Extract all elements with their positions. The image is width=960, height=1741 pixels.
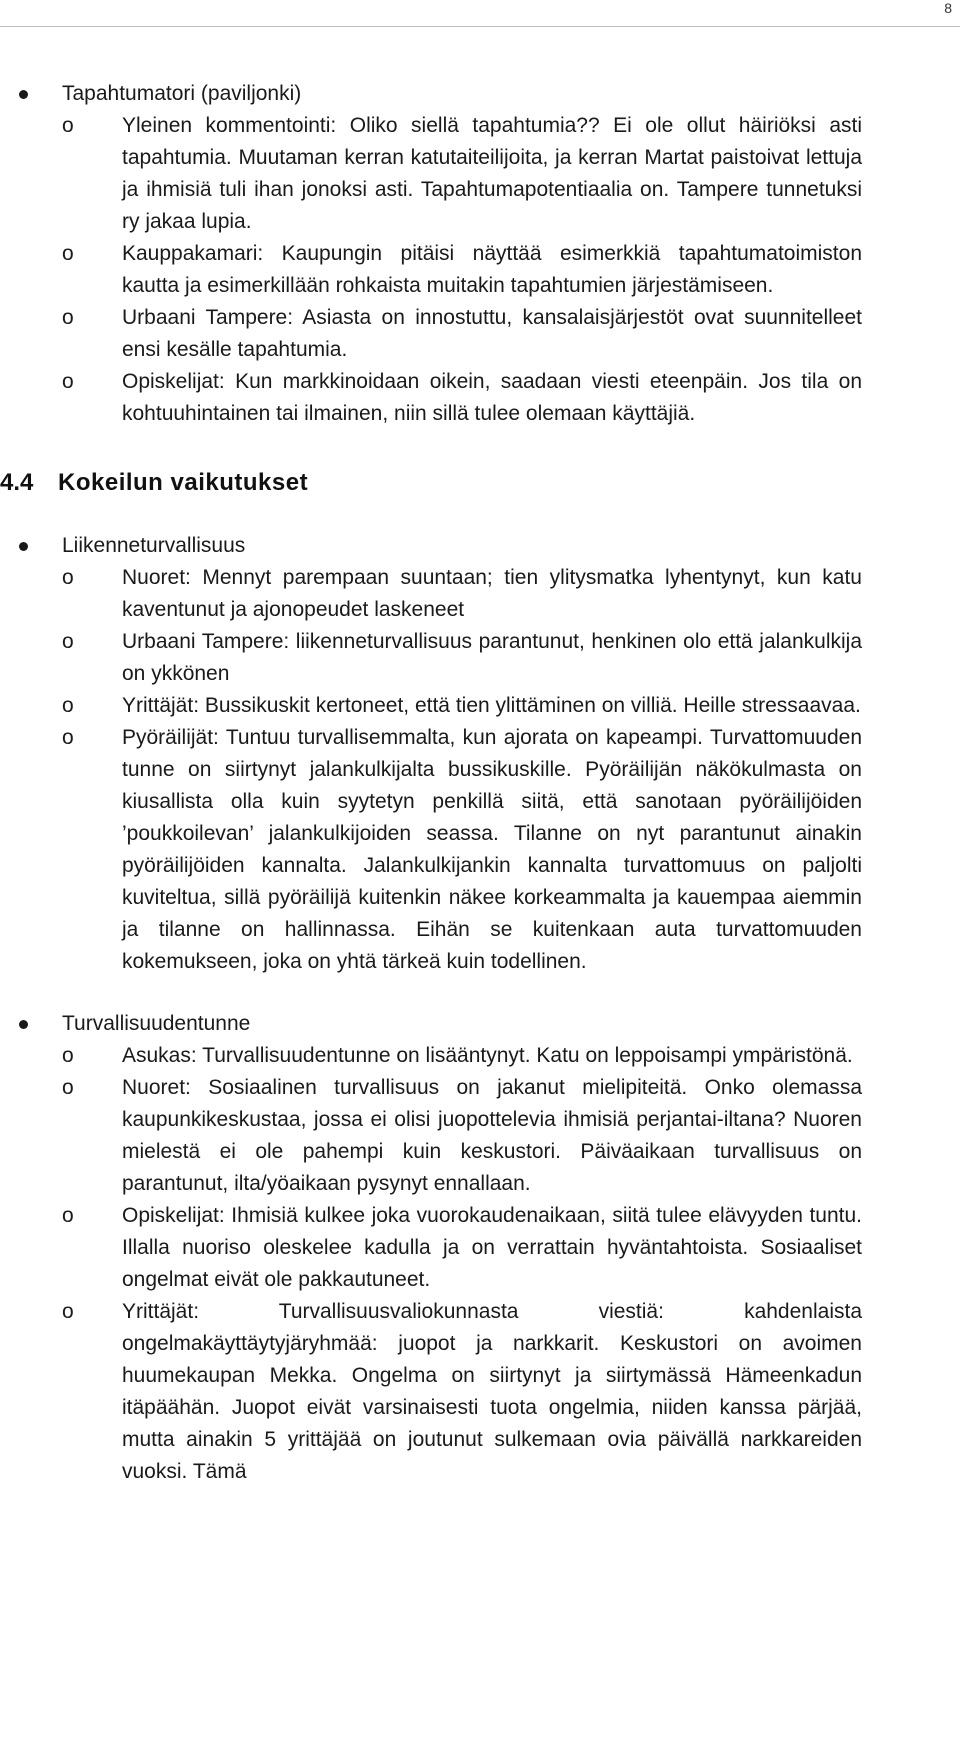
sub-bullet-icon: o — [62, 630, 74, 653]
spacer — [0, 978, 960, 1008]
sub-bullet-icon: o — [62, 694, 74, 717]
list-item — [62, 366, 862, 430]
list-item-text: Urbaani Tampere: liikenneturvallisuus parantunut, henkinen olo että jalankulkija on ykkönen — [122, 630, 862, 685]
sub-bullet-icon: o — [62, 1300, 74, 1323]
list-item — [62, 626, 862, 690]
list-item — [62, 110, 862, 238]
bullet-dot-icon — [19, 1020, 28, 1029]
list-item-text: Opiskelijat: Kun markkinoidaan oikein, saadaan viesti eteenpäin. Jos tila on kohtuuhintainen tai ilmainen, niin sillä tulee olemaan käyttäjiä. — [122, 370, 862, 425]
sub-list — [62, 110, 862, 430]
bullet-title: Liikenneturvallisuus — [62, 534, 246, 557]
list-item-text: Opiskelijat: Ihmisiä kulkee joka vuorokaudenaikaan, siitä tulee elävyyden tuntu. Illalla nuoriso oleskelee kadulla ja on verrattain hyväntahtoista. Sosiaaliset ongelmat eivät ole pakkautuneet. — [122, 1204, 862, 1291]
document-body — [0, 78, 960, 1488]
sub-list — [62, 562, 862, 978]
bullet-dot-icon — [19, 542, 28, 551]
sub-bullet-icon: o — [62, 306, 74, 329]
sub-bullet-icon: o — [62, 114, 74, 137]
sub-bullet-icon: o — [62, 242, 74, 265]
list-item — [62, 1040, 862, 1072]
list-item — [62, 302, 862, 366]
list-item-text: Nuoret: Sosiaalinen turvallisuus on jakanut mielipiteitä. Onko olemassa kaupunkikeskustaa, jossa ei olisi juopottelevia ihmisiä perjantai-iltana? Nuoren mielestä ei ole pahempi kuin keskustori. Päiväaikaan turvallisuus on parantunut, ilta/yöaikaan pysynyt ennallaan. — [122, 1076, 862, 1195]
bullet-title: Tapahtumatori (paviljonki) — [62, 82, 302, 105]
list-item-text: Yrittäjät: Bussikuskit kertoneet, että tien ylittäminen on villiä. Heille stressaavaa. — [122, 694, 861, 717]
list-item — [62, 722, 862, 978]
sub-bullet-icon: o — [62, 726, 74, 749]
bullet-section-turvallisuudentunne — [0, 1008, 862, 1488]
list-item-text: Nuoret: Mennyt parempaan suuntaan; tien ylitysmatka lyhentynyt, kun katu kaventunut ja ajonopeudet laskeneet — [122, 566, 862, 621]
section-number: 4.4 — [0, 469, 34, 496]
section-heading — [0, 466, 960, 500]
list-item — [62, 1200, 862, 1296]
sub-bullet-icon: o — [62, 1204, 74, 1227]
list-item-text: Yrittäjät: Turvallisuusvaliokunnasta viestiä: kahdenlaista ongelmakäyttäytyjäryhmää: juopot ja narkkarit. Keskustori on avoimen huumekaupan Mekka. Ongelma on siirtynyt ja siirtymässä Hämeenkadun itäpäähän. Juopot eivät varsinaisesti tuota ongelmia, niiden kanssa pärjää, mutta ainakin 5 yrittäjää on joutunut sulkemaan ovia päivällä narkkareiden vuoksi. Tämä — [122, 1300, 862, 1483]
list-item-text: Urbaani Tampere: Asiasta on innostuttu, kansalaisjärjestöt ovat suunnitelleet ensi kesälle tapahtumia. — [122, 306, 862, 361]
sub-bullet-icon: o — [62, 566, 74, 589]
list-item-text: Asukas: Turvallisuudentunne on lisääntynyt. Katu on leppoisampi ympäristönä. — [122, 1044, 853, 1067]
list-item — [62, 1296, 862, 1488]
list-item-text: Kauppakamari: Kaupungin pitäisi näyttää esimerkkiä tapahtumatoimiston kautta ja esimerkillään rohkaista muitakin tapahtumien järjestämiseen. — [122, 242, 862, 297]
bullet-dot-icon — [19, 90, 28, 99]
list-item — [62, 238, 862, 302]
bullet-section-liikenneturvallisuus — [0, 530, 862, 978]
sub-bullet-icon: o — [62, 370, 74, 393]
sub-bullet-icon: o — [62, 1076, 74, 1099]
list-item-text: Yleinen kommentointi: Oliko siellä tapahtumia?? Ei ole ollut häiriöksi asti tapahtumia. Muutaman kerran katutaiteilijoita, ja kerran Martat paistoivat lettuja ja ihmisiä tuli ihan jonoksi asti. Tapahtumapotentiaalia on. Tampere tunnetuksi ry jakaa lupia. — [122, 114, 862, 233]
sub-list — [62, 1040, 862, 1488]
list-item-text: Pyöräilijät: Tuntuu turvallisemmalta, kun ajorata on kapeampi. Turvattomuuden tunne on siirtynyt jalankulkijalta bussikuskille. Pyöräilijän näkökulmasta on kiusallista olla kuin syytetyn penkillä siitä, että sanotaan pyöräilijöiden ’poukkoilevan’ jalankulkijoiden seassa. Tilanne on nyt parantunut ainakin pyöräilijöiden kannalta. Jalankulkijankin kannalta turvattomuus on paljolti kuviteltua, sillä pyöräilijä kuitenkin näkee korkeammalta ja kauempaa aiemmin ja tilanne on hallinnassa. Eihän se kuitenkaan auta turvattomuuden kokemukseen, joka on yhtä tärkeä kuin todellinen. — [122, 726, 862, 973]
bullet-title: Turvallisuudentunne — [62, 1012, 251, 1035]
list-item — [62, 1072, 862, 1200]
page-number: 8 — [944, 0, 952, 16]
sub-bullet-icon: o — [62, 1044, 74, 1067]
list-item — [62, 690, 862, 722]
section-title: Kokeilun vaikutukset — [58, 469, 309, 496]
bullet-section-tapahtumatori — [0, 78, 862, 430]
header-rule — [0, 26, 960, 27]
list-item — [62, 562, 862, 626]
